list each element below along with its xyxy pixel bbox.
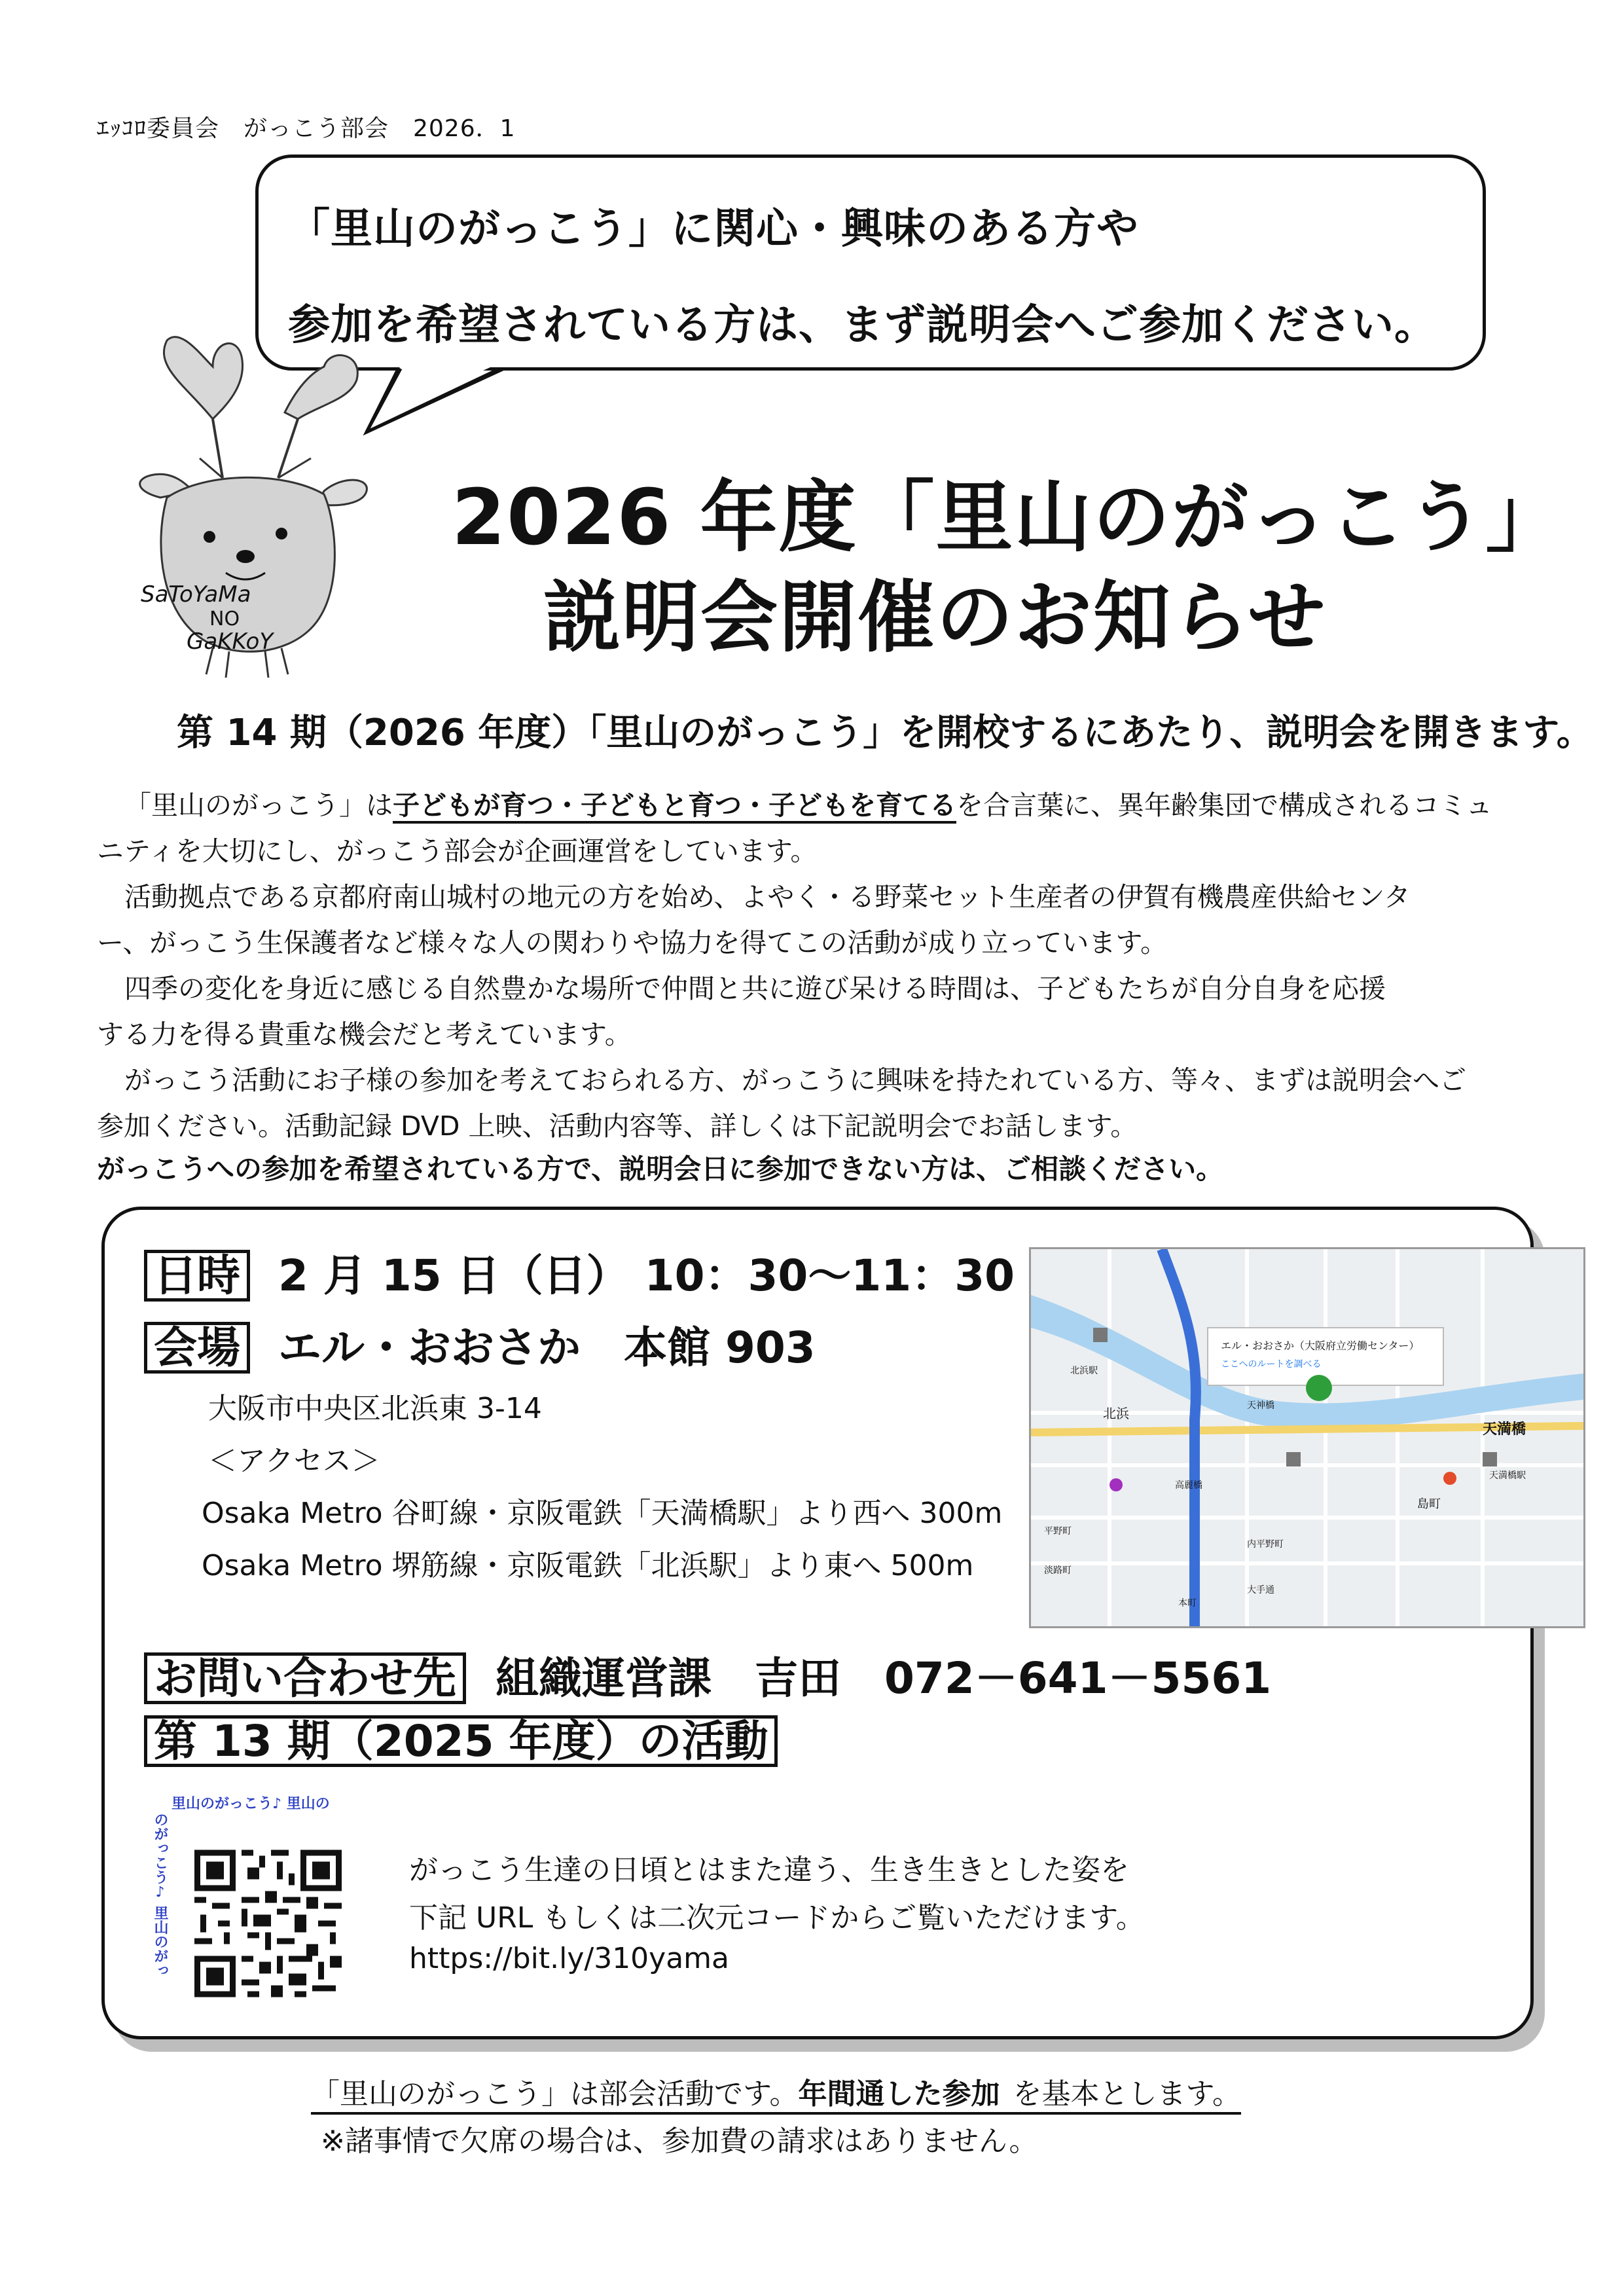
map-label-otedori: 大手通 bbox=[1247, 1585, 1274, 1595]
map-label-awajimachi: 淡路町 bbox=[1044, 1565, 1072, 1576]
qr-frame-text-left: のがっこう♪ 里山のがっ bbox=[152, 1812, 168, 1978]
map-label-tenmabashi-station: 天満橋駅 bbox=[1489, 1470, 1526, 1481]
map-label-hiranomachi: 平野町 bbox=[1044, 1526, 1072, 1537]
mascot-text-line-1: SaToYaMa bbox=[141, 581, 251, 608]
venue-address: 大阪市中央区北浜東 3-14 bbox=[208, 1392, 542, 1425]
map-label-tenjinbashi: 天神橋 bbox=[1247, 1400, 1274, 1411]
bubble-line-1: 「里山のがっこう」に関心・興味のある方や bbox=[288, 205, 1139, 253]
subtitle: 第 14 期（2026 年度）「里山のがっこう」を開校するにあたり、説明会を開きます。 bbox=[177, 712, 1593, 754]
footer-post: を基本とします。 bbox=[1013, 2077, 1241, 2111]
access-line-2: Osaka Metro 堺筋線・京阪電鉄「北浜駅」より東へ 500m bbox=[202, 1549, 974, 1582]
paragraph-1-pre: 「里山のがっこう」は bbox=[124, 790, 393, 821]
bold-note: がっこうへの参加を希望されている方で、説明会日に参加できない方は、ご相談ください。 bbox=[97, 1153, 1224, 1185]
mascot-text-line-2: NO bbox=[209, 608, 240, 630]
activity-url[interactable]: https://bit.ly/310yama bbox=[409, 1942, 730, 1975]
paragraph-1-motto: 子どもが育つ・子どもと育つ・子どもを育てる bbox=[393, 790, 956, 824]
footer-bold: 年間通した参加 bbox=[798, 2077, 1000, 2111]
activity-desc-1: がっこう生達の日頃とはまた違う、生き生きとした姿を bbox=[409, 1853, 1129, 1887]
venue-value: エル・おおさか 本館 903 bbox=[278, 1322, 816, 1373]
map-label-shimamachi: 島町 bbox=[1417, 1497, 1441, 1511]
map-label-uchihiranomachi: 内平野町 bbox=[1247, 1539, 1284, 1550]
map-label-kitahama-station: 北浜駅 bbox=[1070, 1366, 1098, 1376]
title-line-2: 説明会開催のお知らせ bbox=[543, 572, 1327, 663]
contact-row bbox=[144, 1643, 1271, 1705]
date-value: 2 月 15 日（日） 10：30～11：30 bbox=[278, 1250, 1015, 1301]
paragraph-3-line-1: 四季の変化を身近に感じる自然豊かな場所で仲間と共に遊び呆ける時間は、子どもたちが自分自身を応援 bbox=[124, 973, 1386, 1004]
paragraph-2-line-2: ー、がっこう生保護者など様々な人の関わりや協力を得てこの活動が成り立っています。 bbox=[97, 927, 1168, 958]
mascot-text-line-3: GaKKoY bbox=[187, 629, 274, 655]
activity-label: 第 13 期（2025 年度）の活動 bbox=[144, 1715, 778, 1767]
access-line-1: Osaka Metro 谷町線・京阪電鉄「天満橋駅」より西へ 300m bbox=[202, 1497, 1003, 1530]
qr-code-frame bbox=[152, 1793, 352, 2041]
paragraph-4-line-1: がっこう活動にお子様の参加を考えておられる方、がっこうに興味を持たれている方、等々、まずは説明会へご bbox=[124, 1065, 1466, 1096]
paragraph-1-line-1 bbox=[97, 782, 1492, 828]
map-label-koraibashi: 高麗橋 bbox=[1175, 1480, 1202, 1491]
contact-value: 組織運営課 吉田 072－641－5561 bbox=[495, 1653, 1272, 1704]
venue-label: 会場 bbox=[144, 1322, 250, 1374]
footer-pre: 「里山のがっこう」は部会活動です。 bbox=[311, 2077, 799, 2111]
access-label: ＜アクセス＞ bbox=[208, 1444, 380, 1478]
title-line-1: 2026 年度「里山のがっこう」 bbox=[452, 472, 1564, 562]
paragraph-2-line-1: 活動拠点である京都府南山城村の地元の方を始め、よやく・る野菜セット生産者の伊賀有機農産供給センタ bbox=[124, 881, 1411, 913]
paragraph-3-line-2: する力を得る貴重な機会だと考えています。 bbox=[97, 1019, 632, 1050]
footer-line-2: ※諸事情で欠席の場合は、参加費の請求はありません。 bbox=[321, 2124, 1038, 2158]
paragraph-1-post: を合言葉に、異年齢集団で構成されるコミュ bbox=[956, 790, 1493, 821]
paragraph-4-line-2: 参加ください。活動記録 DVD 上映、活動内容等、詳しくは下記説明会でお話します。 bbox=[97, 1110, 1138, 1142]
qr-frame-text-top: 里山のがっこう♪ 里山の bbox=[171, 1796, 330, 1812]
venue-row bbox=[144, 1313, 816, 1375]
footer-line-1 bbox=[311, 2070, 1241, 2115]
date-label: 日時 bbox=[144, 1250, 250, 1302]
deer-mascot-illustration bbox=[115, 327, 380, 681]
date-row bbox=[144, 1241, 1015, 1303]
qr-code[interactable] bbox=[194, 1848, 342, 1999]
bubble-line-2: 参加を希望されている方は、まず説明会へご参加ください。 bbox=[288, 301, 1437, 350]
contact-label: お問い合わせ先 bbox=[144, 1652, 466, 1704]
paragraph-1-line-2: ニティを大切にし、がっこう部会が企画運営をしています。 bbox=[97, 835, 818, 867]
map-label-tenmabashi: 天満橋 bbox=[1483, 1421, 1526, 1438]
activity-row bbox=[144, 1715, 778, 1767]
map-popup-link[interactable]: ここへのルートを調べる bbox=[1221, 1359, 1322, 1370]
header-line: ｴｯｺﾛ委員会 がっこう部会 2026．1 bbox=[97, 115, 516, 142]
map-label-honmachi: 本町 bbox=[1178, 1598, 1197, 1609]
venue-map[interactable] bbox=[1029, 1247, 1585, 1628]
map-popup-title: エル・おおさか（大阪府立労働センター） bbox=[1221, 1339, 1420, 1352]
map-label-kitahama: 北浜 bbox=[1103, 1406, 1129, 1421]
activity-desc-2: 下記 URL もしくは二次元コードからご覧いただけます。 bbox=[409, 1901, 1145, 1935]
